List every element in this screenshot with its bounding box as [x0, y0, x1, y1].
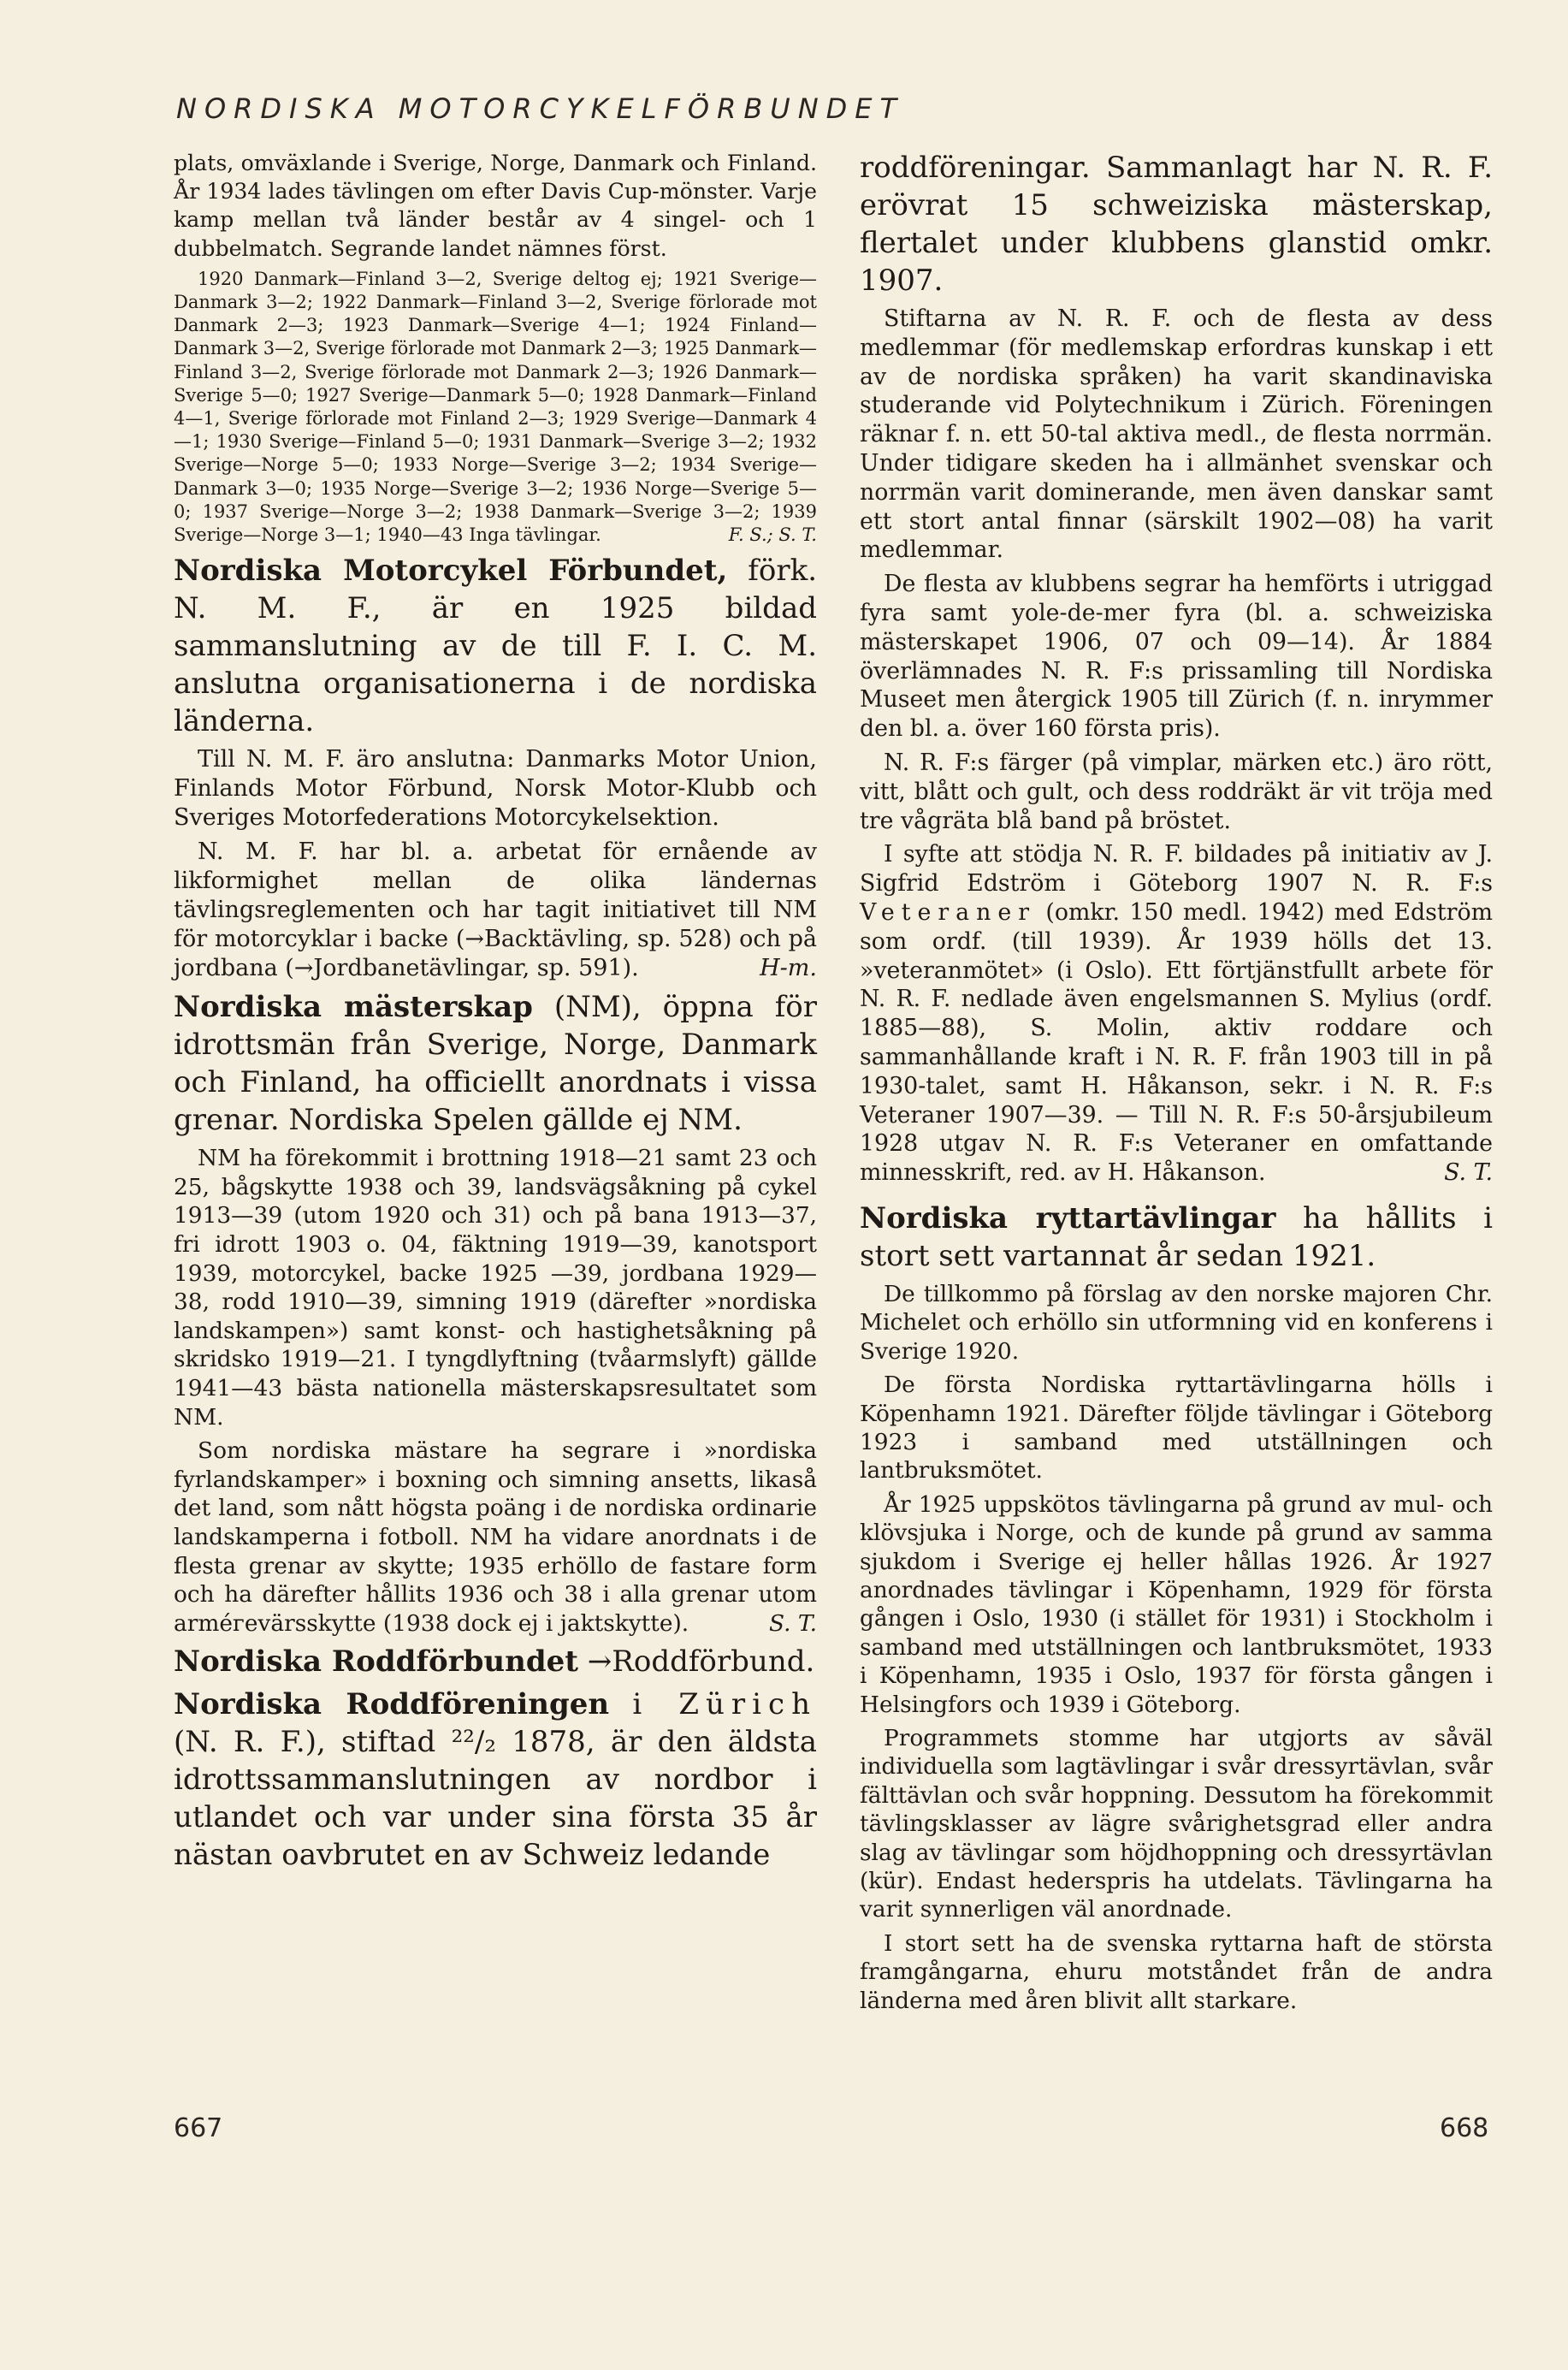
paragraph: I stort sett ha de svenska ryttarna haft de största framgångarna, ehuru motståndet från de andra länderna med åren blivit allt starkare.	[860, 1929, 1493, 2014]
paragraph: Stiftarna av N. R. F. och de flesta av dess medlemmar (för medlemskap erfordras kunskap i ett av de nordiska språken) ha varit skandinaviska studerande vid Polytechnikum i Zürich. Föreningen räknar f. n. ett 50-tal aktiva medl., de flesta norrmän. Under tidigare skeden ha i allmänhet svenskar och norrmän varit dominerande, men även danskar samt ett stort antal finnar (särskilt 1902—08) ha varit medlemmar.	[860, 305, 1493, 564]
running-header: NORDISKA MOTORCYKELFÖRBUNDET	[176, 92, 905, 125]
signature: S. T.	[768, 1609, 817, 1637]
entry-motorcykel-forbundet: Nordiska Motorcykel Förbundet, förk. N. M. F., är en 1925 bildad sammanslutning av de till F. I. C. M. anslutna organisationerna i de nordiska länderna.	[174, 554, 818, 739]
paragraph: N. M. F. har bl. a. arbetat för ernående av likformighet mellan de olika ländernas tävlingsreglementen och har tagit initiativet till NM för motorcyklar i backe (→Backtävling, sp. 528) och på jordbana (→Jordbanetävlingar, sp. 591). H-m.	[174, 838, 817, 982]
signature: F. S.; S. T.	[728, 524, 817, 546]
signature: S. T.	[1444, 1159, 1493, 1187]
entry-heading: Nordiska Roddföreningen	[174, 1687, 610, 1722]
signature: H-m.	[760, 955, 817, 982]
entry-roddforeningen: Nordiska Roddföreningen i Zürich (N. R. F.), stiftad ²²/₂ 1878, är den äldsta idrottssammanslutningen av nordbor i utlandet och var under sina första 35 år nästan oavbrutet en av Schweiz ledande	[174, 1687, 817, 1873]
entry-heading: Nordiska Roddförbundet	[174, 1644, 578, 1680]
paragraph: Till N. M. F. äro anslutna: Danmarks Motor Union, Finlands Motor Förbund, Norsk Motor-Klubb och Sveriges Motorfederations Motorcykelsektion.	[174, 746, 817, 832]
paragraph: N. R. F:s färger (på vimplar, märken etc.) äro rött, vitt, blått och gult, och dess roddräkt är vit tröja med tre vågräta blå band på bröstet.	[860, 749, 1493, 834]
paragraph: I syfte att stödja N. R. F. bildades på initiativ av J. Sigfrid Edström i Göteborg 1907 N. R. F:s Veteraner (omkr. 150 medl. 1942) med Edström som ordf. (till 1939). År 1939 hölls det 13. »veteranmötet» (i Oslo). Ett förtjänstfullt arbete för N. R. F. nedlade även engelsmannen S. Mylius (ordf. 1885—88), S. Molin, aktiv roddare och sammanhållande kraft i N. R. F. från 1903 till in på 1930-talet, samt H. Håkanson, sekr. i N. R. F:s Veteraner 1907—39. — Till N. R. F:s 50-årsjubileum 1928 utgav N. R. F:s Veteraner en omfattande minnesskrift, red. av H. Håkanson. S. T.	[860, 841, 1493, 1187]
entry-heading: Nordiska mästerskap	[174, 990, 533, 1025]
right-column	[860, 149, 1493, 2020]
paragraph: Programmets stomme har utgjorts av såväl individuella som lagtävlingar i svår dressyrtävlan, svår fälttävlan och svår hoppning. Dessutom ha förekommit tävlingsklasser av lägre svårighetsgrad eller andra slag av tävlingar som höjdhoppning och dressyrtävlan (kür). Endast hederspris ha utdelats. Tävlingarna ha varit synnerligen väl anordnade.	[860, 1725, 1493, 1923]
paragraph: roddföreningar. Sammanlagt har N. R. F. erövrat 15 schweiziska mästerskap, flertalet under klubbens glanstid omkr. 1907.	[860, 151, 1493, 298]
paragraph: De första Nordiska ryttartävlingarna hölls i Köpenhamn 1921. Därefter följde tävlingar i Göteborg 1923 i samband med utställningen och lantbruksmötet.	[860, 1372, 1493, 1484]
entry-nordiska-masterskap: Nordiska mästerskap (NM), öppna för idrottsmän från Sverige, Norge, Danmark och Finland, ha officiellt anordnats i vissa grenar. Nordiska Spelen gällde ej NM.	[174, 990, 817, 1138]
results-list: 1920 Danmark—Finland 3—2, Sverige deltog ej; 1921 Sverige—Danmark 3—2; 1922 Danmark—Finland 3—2, Sverige förlorade mot Danmark 2—3; 1923 Danmark—Sverige 4—1; 1924 Finland—Danmark 3—2, Sverige förlorade mot Danmark 2—3; 1925 Danmark—Finland 3—2, Sverige förlorade mot Danmark 2—3; 1926 Danmark—Sverige 5—0; 1927 Sverige—Danmark 5—0; 1928 Danmark—Finland 4—1, Sverige förlorade mot Finland 2—3; 1929 Sverige—Danmark 4—1; 1930 Sverige—Finland 5—0; 1931 Danmark—Sverige 3—2; 1932 Sverige—Norge 5—0; 1933 Norge—Sverige 3—2; 1934 Sverige—Danmark 3—0; 1935 Norge—Sverige 3—2; 1936 Norge—Sverige 5—0; 1937 Sverige—Norge 3—2; 1938 Danmark—Sverige 3—2; 1939 Sverige—Norge 3—1; 1940—43 Inga tävlingar. F. S.; S. T.	[174, 268, 817, 547]
paragraph: plats, omväxlande i Sverige, Norge, Danmark och Finland. År 1934 lades tävlingen om efter Davis Cup-mönster. Varje kamp mellan två länder består av 4 singel- och 1 dubbelmatch. Segrande landet nämnes först.	[174, 151, 817, 261]
paragraph: Som nordiska mästare ha segrare i »nordiska fyrlandskamper» i boxning och simning ansetts, likaså det land, som nått högsta poäng i de nordiska ordinarie landskamperna i fotboll. NM ha vidare anordnats i de flesta grenar av skytte; 1935 erhöllo de fastare form och ha därefter hållits 1936 och 38 i alla grenar utom arméгevärsskytte (1938 dock ej i jaktskytte). S. T.	[174, 1437, 817, 1637]
page-number-right: 668	[1440, 2113, 1489, 2143]
page-number-left: 667	[174, 2113, 223, 2143]
entry-roddforbundet: Nordiska Roddförbundet →Roddförbund.	[174, 1644, 815, 1680]
paragraph: De flesta av klubbens segrar ha hemförts i utriggad fyra samt yole-de-mer fyra (bl. a. schweiziska mästerskapet 1906, 07 och 09—14). År 1884 överlämnades N. R. F:s prissamling till Nordiska Museet men återgick 1905 till Zürich (f. n. inrymmer den bl. a. över 160 första pris).	[860, 571, 1493, 743]
entry-ryttartavlingar: Nordiska ryttartävlingar ha hållits i stort sett vartannat år sedan 1921.	[860, 1200, 1493, 1273]
paragraph: De tillkommo på förslag av den norske majoren Chr. Michelet och erhöllo sin utformning vid en konferens i Sverige 1920.	[860, 1280, 1493, 1365]
left-column	[174, 149, 817, 1879]
entry-heading: Nordiska Motorcykel Förbundet,	[174, 554, 728, 589]
paragraph: NM ha förekommit i brottning 1918—21 samt 23 och 25, bågskytte 1938 och 39, landsvägsåkning på cykel 1913—39 (utom 1920 och 31) och på bana 1913—37, fri idrott 1903 o. 04, fäktning 1919—39, kanotsport 1939, motorcykel, backe 1925 —39, jordbana 1929—38, rodd 1910—39, simning 1919 (därefter »nordiska landskampen») samt konst- och hastighetsåkning på skridsko 1919—21. I tyngdlyftning (tvåarmslyft) gällde 1941—43 bästa nationella mästerskapsresultatet som NM.	[174, 1145, 817, 1431]
paragraph: År 1925 uppskötos tävlingarna på grund av mul- och klövsjuka i Norge, och de kunde på grund av samma sjukdom i Sverige ej heller hållas 1926. År 1927 anordnades tävlingar i Köpenhamn, 1929 för första gången i Oslo, 1930 (i stället för 1931) i Stockholm i samband med utställningen och lantbruksmötet, 1933 i Köpenhamn, 1935 i Oslo, 1937 för första gången i Helsingfors och 1939 i Göteborg.	[860, 1490, 1493, 1718]
entry-heading: Nordiska ryttartävlingar	[860, 1200, 1276, 1235]
